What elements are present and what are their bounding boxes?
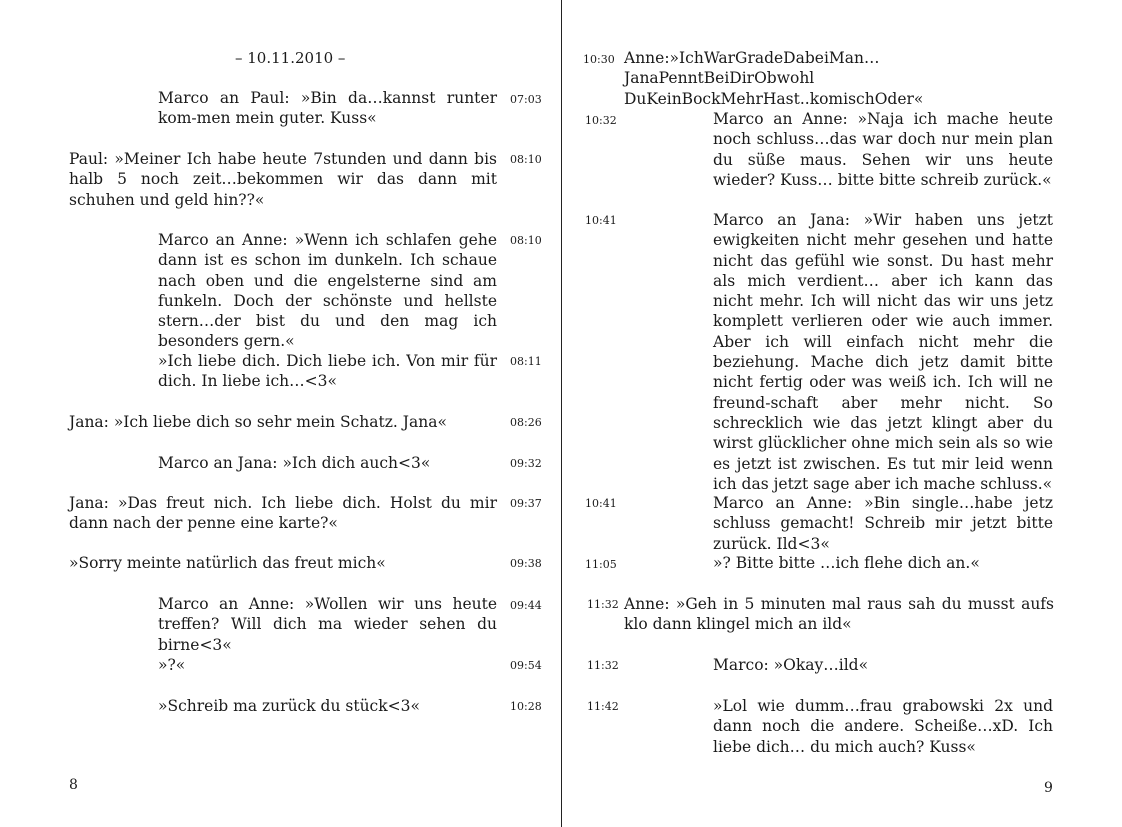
message-text: Jana: »Das freut nich. Ich liebe dich. Holst du mir dann nach der penne eine karte?« bbox=[69, 494, 497, 533]
right-page bbox=[562, 0, 1122, 827]
message-time: 08:11 bbox=[510, 355, 542, 368]
message-time: 11:05 bbox=[585, 558, 617, 571]
message-text: Anne:»IchWarGradeDabeiMan…JanaPenntBeiDirObwohl DuKeinBockMehrHast..komischOder« bbox=[624, 49, 924, 108]
message-time: 10:41 bbox=[585, 214, 617, 227]
message-time: 08:10 bbox=[510, 234, 542, 247]
message-time: 07:03 bbox=[510, 93, 542, 106]
message-time: 11:32 bbox=[587, 659, 619, 672]
message-time: 10:28 bbox=[510, 700, 542, 713]
message-text: Jana: »Ich liebe dich so sehr mein Schatz. Jana« bbox=[69, 413, 447, 431]
date-heading: – 10.11.2010 – bbox=[235, 49, 346, 67]
message-time: 09:37 bbox=[510, 497, 542, 510]
message-text: »Lol wie dumm…frau grabowski 2x und dann noch die andere. Scheiße…xD. Ich liebe dich… du mich auch? Kuss« bbox=[713, 697, 1053, 756]
message-text: Paul: »Meiner Ich habe heute 7stunden und dann bis halb 5 noch zeit…bekommen wir das dann mit schuhen und geld hin??« bbox=[69, 150, 497, 209]
message-text: Anne: »Geh in 5 minuten mal raus sah du musst aufs klo dann klingel mich an ild« bbox=[624, 595, 1054, 634]
message-text: Marco an Anne: »Wollen wir uns heute treffen? Will dich ma wieder sehen du birne<3« bbox=[158, 595, 497, 654]
message-text: »Schreib ma zurück du stück<3« bbox=[158, 697, 420, 715]
message-time: 11:42 bbox=[587, 700, 619, 713]
message-time: 09:54 bbox=[510, 659, 542, 672]
message-time: 08:26 bbox=[510, 416, 542, 429]
message-text: Marco an Jana: »Ich dich auch<3« bbox=[158, 454, 431, 472]
page-number: 9 bbox=[1044, 780, 1053, 796]
message-time: 09:38 bbox=[510, 557, 542, 570]
message-time: 10:30 bbox=[583, 53, 615, 66]
message-time: 09:44 bbox=[510, 599, 542, 612]
message-text: Marco an Jana: »Wir haben uns jetzt ewigkeiten nicht mehr gesehen und hatte nicht das gefühl wie sonst. Du hast mehr als mich verdient… aber ich kann das nicht mehr. Ich will nicht das wir uns jetz komplett verlieren oder wie auch immer. Aber ich will einfach nicht mehr die beziehung. Mache dich jetz damit bitte nicht fertig oder was weiß ich. Ich will ne freund-schaft aber mehr nicht. So schrecklich wie das jetzt klingt aber du wirst glücklicher ohne mich sein als so wie es jetzt ist zwischen. Es tut mir leid wenn ich das jetzt sage aber ich mache schluss.« bbox=[713, 211, 1053, 493]
message-time: 11:32 bbox=[587, 598, 619, 611]
message-time: 08:10 bbox=[510, 153, 542, 166]
message-time: 10:41 bbox=[585, 497, 617, 510]
message-text: Marco an Anne: »Naja ich mache heute noch schluss…das war doch nur mein plan du süße maus. Sehen wir uns heute wieder? Kuss… bitte bitte schreib zurück.« bbox=[713, 110, 1053, 189]
message-text: »Ich liebe dich. Dich liebe ich. Von mir für dich. In liebe ich…<3« bbox=[158, 352, 497, 391]
message-time: 10:32 bbox=[585, 114, 617, 127]
page-number: 8 bbox=[69, 777, 78, 793]
message-text: Marco an Paul: »Bin da…kannst runter kom-men mein guter. Kuss« bbox=[158, 89, 497, 128]
message-text: »Sorry meinte natürlich das freut mich« bbox=[69, 554, 386, 572]
message-text: Marco an Anne: »Wenn ich schlafen gehe dann ist es schon im dunkeln. Ich schaue nach oben und die engelsterne sind am funkeln. Doch der schönste und hellste stern…der bist du und den mag ich besonders gern.« bbox=[158, 231, 497, 351]
message-text: »? Bitte bitte …ich flehe dich an.« bbox=[713, 554, 980, 572]
message-text: Marco: »Okay…ild« bbox=[713, 656, 869, 674]
message-text: Marco an Anne: »Bin single…habe jetz schluss gemacht! Schreib mir jetzt bitte zurück. Ild<3« bbox=[713, 494, 1053, 553]
message-text: »?« bbox=[158, 656, 186, 674]
message-time: 09:32 bbox=[510, 457, 542, 470]
